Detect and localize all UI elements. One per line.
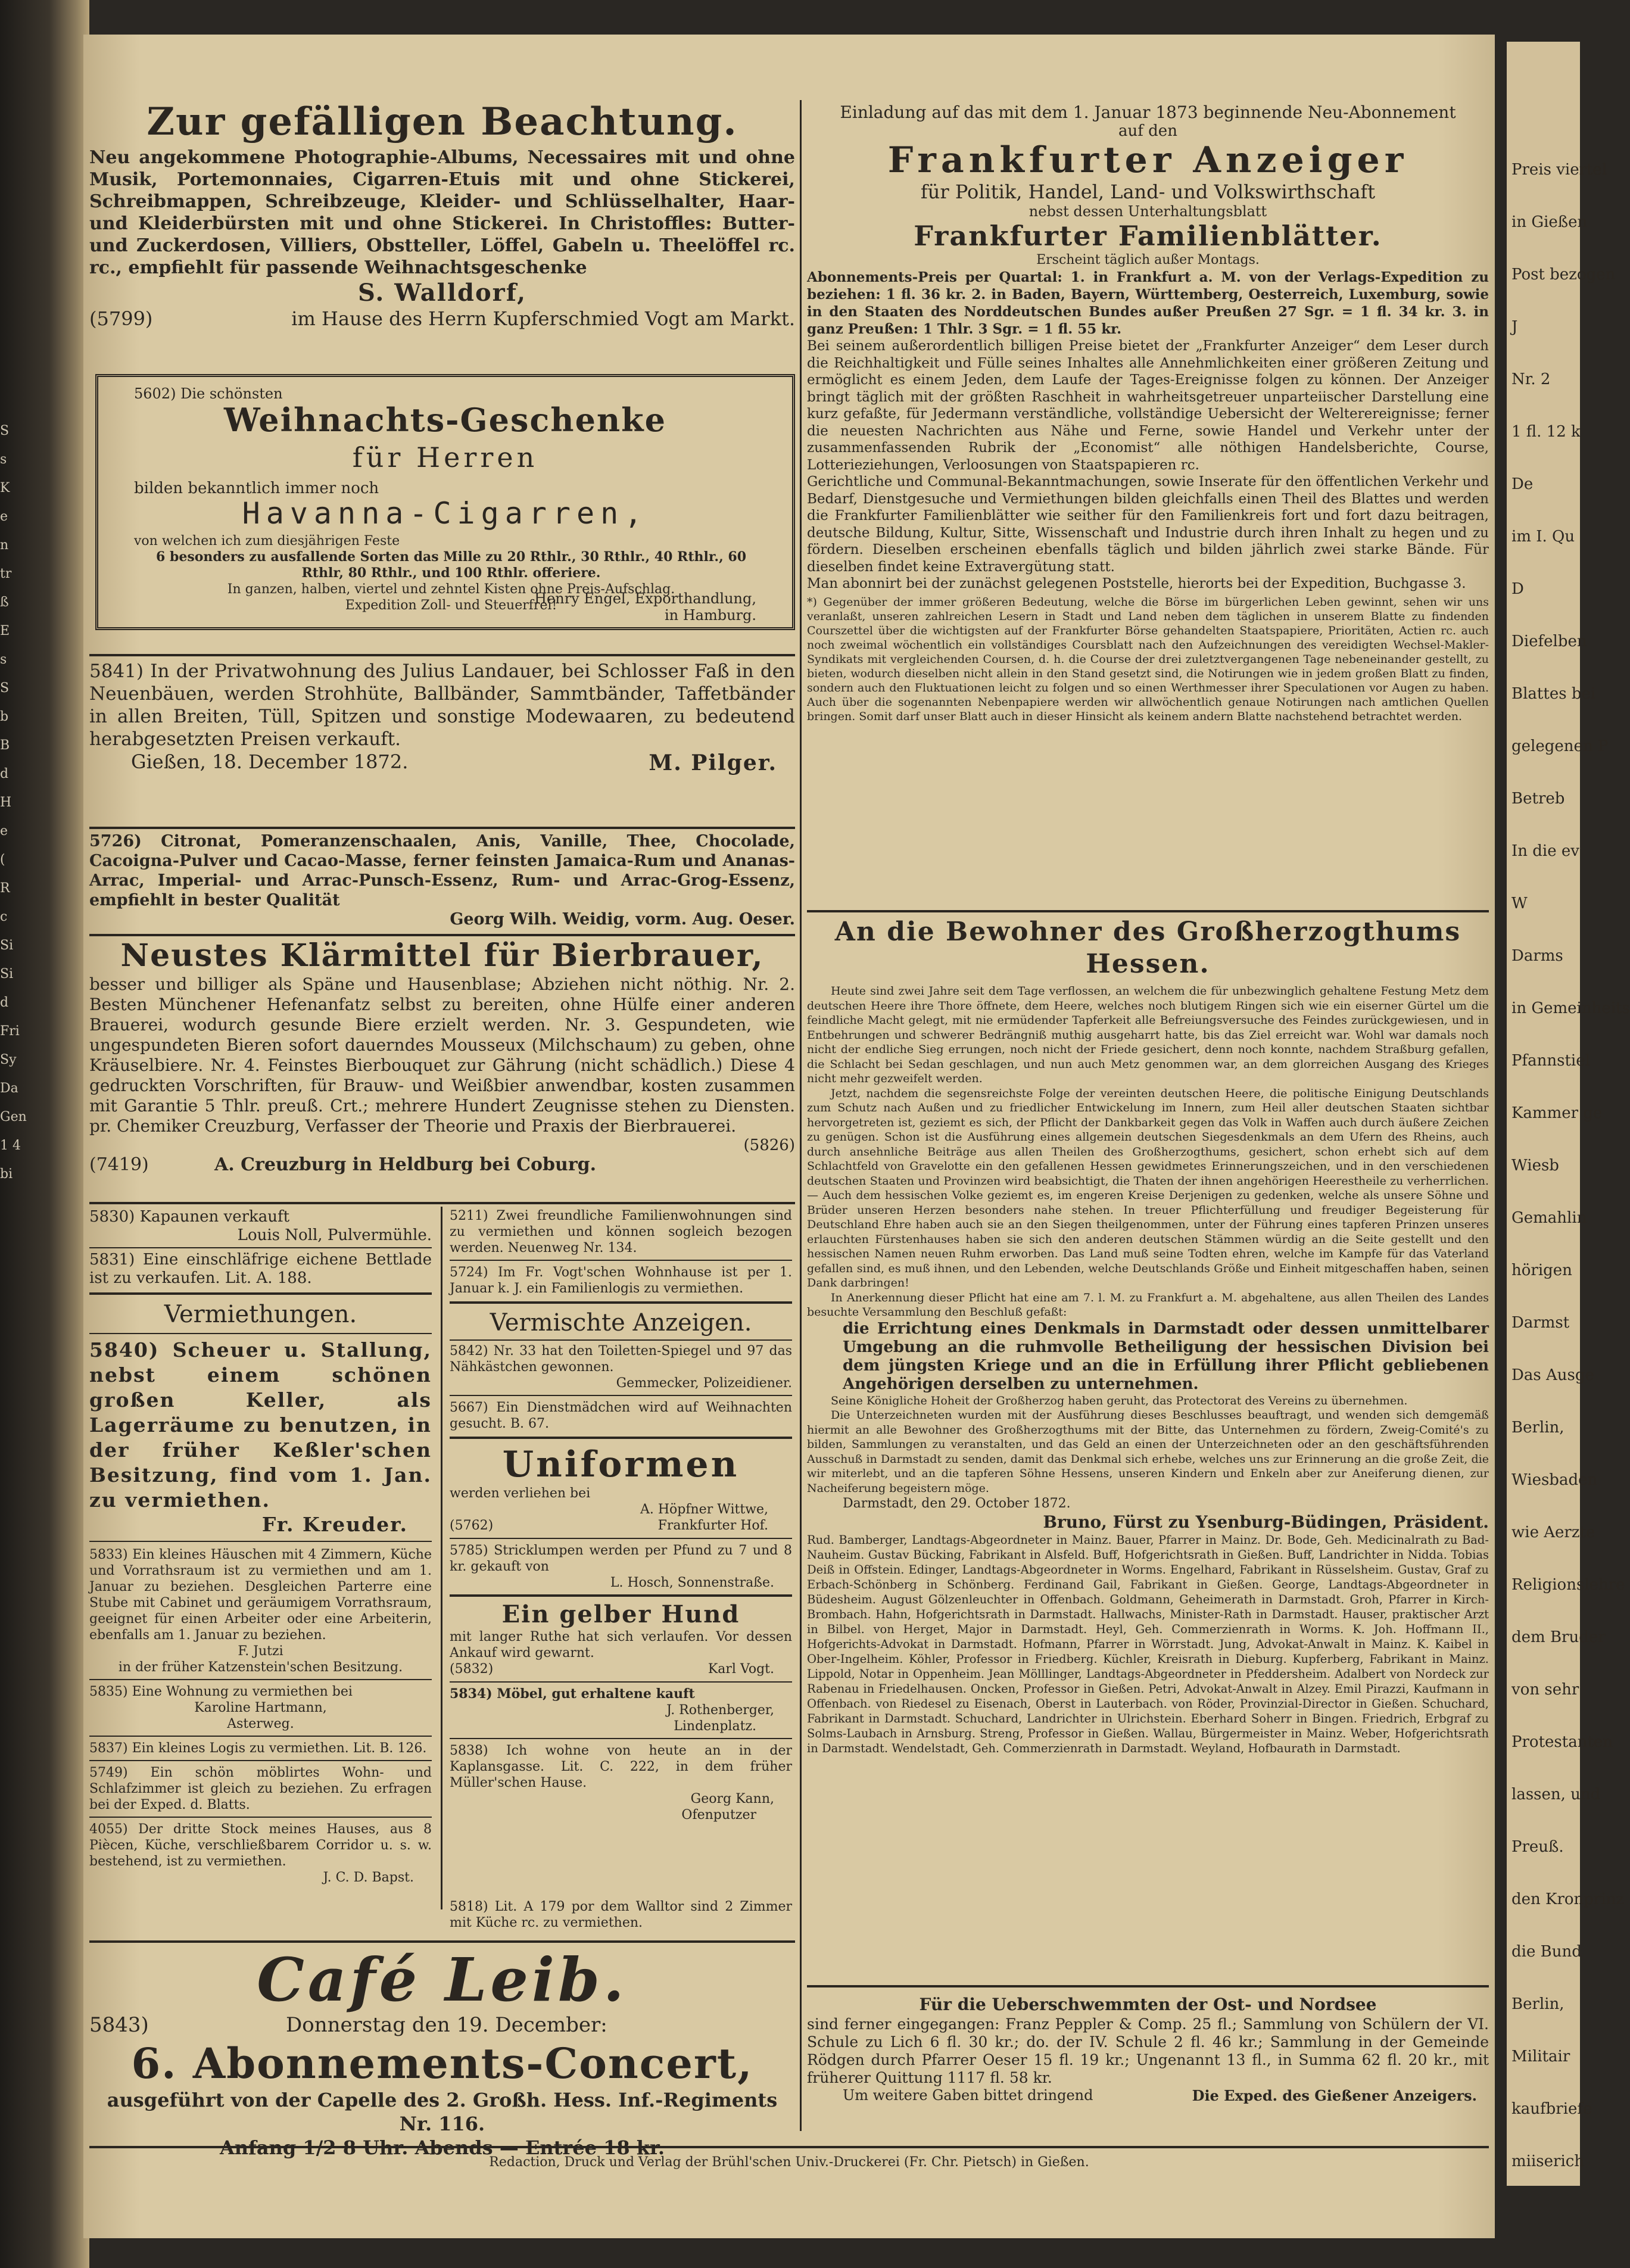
- ad-text: besser und billiger als Späne und Hausenblase; Abziehen nicht nöthig. Nr. 2. Besten Münchener Hefenanfatz selbst zu bereiten, ohne Hülfe einer anderen Brauerei, wodurch gesunde Biere erzielt werden. Nr. 3. Gespundeten, wie ungespundeten Bieren sofort dauerndes Mousseux (Milchschaum) zu geben, ohne Kräuselbiere. Nr. 4. Feinstes Bierbouquet zur Gährung (nicht schädlich.) Diese 4 gedruckten Vorschriften, für Brauw- und Weißbier anwendbar, kosten zusammen mit Garantie 5 Thlr. preuß. Crt.; mehrere Hundert Zeugnisse stehen zu Diensten. pr. Chemiker Creuzburg, Verfasser der Theorie und Praxis der Bierbrauerei.: [89, 974, 795, 1136]
- ad-time: Anfang 1/2 8 Uhr. Abends — Entrée 18 kr.: [219, 2136, 665, 2159]
- article-names: Rud. Bamberger, Landtags-Abgeordneter in Mainz. Bauer, Pfarrer in Mainz. Dr. Bode, Geh. Medicinalrath zu Bad-Nauheim. Gustav Bücking, Fabrikant in Alsfeld. Buff, Hofgerichtsrath in Gießen. Buff, Landrichter in Nidda. Tobias Deiß in Offstein. Edinger, Landtags-Abgeordneter in Worms. Engelhard, Fabrikant in Rüsselsheim. Gustav, Graf zu Erbach-Schönberg in Schönberg. Ferdinand Gail, Fabrikant in Gießen. George, Landtags-Abgeordneter in Büdesheim. August Gölzenleuchter in Offenbach. Goldmann, Geheimerath in Darmstadt. Groh, Pfarrer in Kirch-Brombach. Hahn, Hofgerichtsrath in Darmstadt. Hallwachs, Minister-Rath in Darmstadt. Hauser, praktischer Arzt in Bilbel. von Herget, Major in Darmstadt. Heyl, Geh. Commerzienrath in Worms. K. Joh. Hoffmann II., Hofgerichts-Advokat in Darmstadt. Hofmann, Pfarrer in Wörrstadt. Jung, Advokat-Anwalt in Mainz. K. Kaibel in Ober-Ingelheim. Köhler, Professor in Friedberg. Küchler, Kreisrath in Dieburg. Kupferberg, Fabrikant in Mainz. Lippold, Notar in Oppenheim. Jean Mölllinger, Landtags-Abgeordneter in Pfeddersheim. Adalbert von Nordeck zur Rabenau in Friedelhausen. Oncken, Professor in Gießen. Petri, Advokat-Anwalt in Alzey. Emil Pirazzi, Kaufmann in Offenbach. von Riedesel zu Eisenach, Oberst in Lauterbach. von Röder, Provinzial-Director in Gießen. Schuchard, Fabrikant in Darmstadt. Schuchard, Landrichter in Ulrichstein. Eberhard Soherr in Bingen. Friedrich, Erbgraf zu Solms-Laubach in Arnsburg. Streng, Professor in Gießen. Wallau, Bürgermeister in Mainz. Weber, Hofgerichtsrath in Darmstadt. Wendelstadt, Geh. Commerzienrath in Darmstadt. Weyland, Hofbaurath in Darmstadt.: [807, 1533, 1489, 1755]
- article-text: Heute sind zwei Jahre seit dem Tage verflossen, an welchem die für unbezwinglich gehaltene Festung Metz dem deutschen Heere ihre Thore öffnete, dem Heere, welches noch blutigem Ringen sich wie ein eiserner Gürtel um die feindliche Macht gelegt, mit nie ermüdender Tapferkeit alle Befreiungsversuche des Feindes zurückgewiesen, und in Entbehrungen und schwerer Bedrängniß muthig ausgeharrt hatte, bis das Ziel erreicht war. Wohl war damals noch nicht der endliche Sieg errungen, noch nicht der Friede gesichert, denn noch konnte, nachdem Straßburg gefallen, die Schlacht bei Sedan geschlagen, und nun auch Metz genommen war, an dem glorreichen Ausgang des Krieges nicht mehr gezweifelt werden.: [807, 985, 1489, 1085]
- next-page-fragment: Berlin,: [1511, 1419, 1564, 1437]
- next-page-fragment: gelegenen P: [1511, 737, 1609, 755]
- ad-text: von welchen ich zum diesjährigen Feste 6 besonders zu ausfallende Sorten das Mille zu 20 Rthlr., 30 Rthlr., 40 Rthlr., 60 Rthlr, 80 Rthlr., und 100 Rthlr. offeriere. In ganzen, halben, viertel und zehntel Kisten ohne Preis-Aufschlag. Expedition Zoll- und Steuerfrei!: [134, 534, 747, 613]
- next-page-fragment: W: [1511, 895, 1528, 912]
- rule: [807, 910, 1489, 912]
- small-ad: 5785) Stricklumpen werden per Pfund zu 7 und 8 kr. gekauft von: [450, 1543, 792, 1574]
- left-page-fragment: n: [0, 538, 9, 553]
- ad-title: Frankfurter Familienblätter.: [914, 220, 1382, 252]
- left-page-fragment: Gen: [0, 1110, 27, 1124]
- next-page-fragment: kaufbriefe: [1511, 2100, 1592, 2118]
- next-page-fragment: in Gießen: [1511, 213, 1588, 231]
- small-ad: 5818) Lit. A 179 por dem Walltor sind 2 Zimmer mit Küche rc. zu vermiethen.: [450, 1899, 792, 1930]
- ad-num: (5832): [450, 1662, 494, 1677]
- next-page-fragment: In die ev: [1511, 842, 1579, 860]
- left-page-fragment: ß: [0, 595, 9, 610]
- ad-line: auf den: [1118, 122, 1177, 140]
- left-page-fragment: (: [0, 852, 5, 867]
- ad-num: 5843): [89, 2013, 149, 2037]
- left-page-fragment: c: [0, 909, 8, 924]
- small-ad-sig: Georg Kann,: [690, 1792, 774, 1806]
- ad-num: (5762): [450, 1518, 494, 1533]
- next-page-fragment: J: [1511, 318, 1518, 336]
- small-ad: 5834) Möbel, gut erhaltene kauft: [450, 1686, 695, 1702]
- ad-sig: M. Pilger.: [649, 750, 777, 775]
- rule: [89, 654, 795, 656]
- next-page-fragment: De: [1511, 475, 1534, 493]
- ad-weidig: [89, 831, 795, 929]
- next-page-edge: [1507, 42, 1630, 2186]
- notice-flood: [807, 1994, 1489, 2106]
- ad-sig: Henry Engel, Exporthandlung, in Hamburg.: [534, 590, 756, 624]
- right-column: [807, 35, 1489, 2179]
- next-page-fragment: Religionslehre: [1511, 1576, 1625, 1594]
- left-page-fragment: bi: [0, 1167, 13, 1182]
- left-page-fragment: B: [0, 738, 10, 753]
- small-ad: mit langer Ruthe hat sich verlaufen. Vor dessen Ankauf wird gewarnt.: [450, 1630, 792, 1660]
- section-title: Vermiethungen.: [164, 1301, 357, 1328]
- ad-subtitle: für Politik, Handel, Land- und Volkswirthschaft: [920, 180, 1376, 203]
- ad-text: ausgeführt von der Capelle des 2. Großh. Hess. Inf.-Regiments Nr. 116.: [107, 2089, 778, 2135]
- article-text: Jetzt, nachdem die segensreichste Folge der vereinten deutschen Heere, die politische Einigung Deutschlands zum Schutz nach Außen und zu friedlicher Entwickelung im Innern, zum Heil aller deutschen Staaten sichtbar hervorgetreten ist, geziemt es sich, der Pflicht der Dankbarkeit gegen das Volk in Waffen auch durch äußere Zeichen zu genügen. Schon ist die Ausführung eines allgemein deutschen Siegesdenkmals an dem Ufern des Rheins, auch durch ansehnliche Beiträge aus allen Theilen des Großherzogthums, gesichert, schon erhebt sich auf dem Schlachtfeld von Gravelotte ein den gefallenen Hessen gewidmetes Erinnerungszeichen, und in den verschiedenen deutschen Staaten und Provinzen wird beabsichtigt, die Thaten der ihnen angehörigen Heerestheile zu verherrlichen. — Auch dem hessischen Volke geziemt es, im engeren Kreise Derjenigen zu gedenken, welche als unsere Söhne und Brüder unseren Herzen besonders nahe stehen. In treuer Pflichterfüllung und freudiger Begeisterung für Deutschland Ehre haben auch sie an den Siegen theilgenommen, unter der Führung eines tapferen Prinzen unseres erlauchten Fürstenhauses haben sie sich den anderen deutschen Stämmen würdig an die Seite gestellt und den hessischen Namen neuen Ruhm erworben. Das Land muß seine Todten ehren, welche im Kampfe für das Vaterland gefallen sind, es muß ihnen, und den Lebenden, welche Deutschlands Größe und Einheit mitgeschaffen haben, seinen Dank darbringen!: [807, 1086, 1489, 1289]
- small-ad-sig: F. Jutzi: [238, 1644, 283, 1659]
- left-page-fragment: Si: [0, 938, 14, 953]
- ad-title: Zur gefälligen Beachtung.: [147, 99, 738, 144]
- ad-sig: Fr. Kreuder.: [261, 1513, 408, 1536]
- next-page-fragment: miiserich: [1511, 2152, 1585, 2170]
- small-ad: 5842) Nr. 33 hat den Toiletten-Spiegel und 97 das Nähkästchen gewonnen.: [450, 1344, 792, 1375]
- next-page-fragment: wie Aerzte: [1511, 1524, 1595, 1541]
- next-page-fragment: Darms: [1511, 947, 1563, 965]
- small-ad: 5830) Kapaunen verkauft: [89, 1208, 290, 1226]
- next-page-fragment: Militair: [1511, 2048, 1570, 2066]
- notice-title: Für die Ueberschwemmten der Ost- und Nordsee: [919, 1995, 1377, 2014]
- ad-title: Uniformen: [502, 1444, 740, 1485]
- section-title: Vermischte Anzeigen.: [490, 1309, 752, 1336]
- ad-num: 5602) Die schönsten: [134, 385, 283, 402]
- small-ad: 4055) Der dritte Stock meines Hauses, aus 8 Piècen, Küche, verschließbarem Corridor u. s. w. bestehend, ist zu vermiethen.: [89, 1822, 432, 1869]
- small-ad-sig: A. Höpfner Wittwe,: [640, 1502, 768, 1517]
- ad-title: Weihnachts-Geschenke: [224, 401, 666, 439]
- left-page-fragment: e: [0, 509, 8, 524]
- ad-line: Erscheint täglich außer Montags.: [1036, 253, 1260, 267]
- next-page-fragment: Berlin,: [1511, 1995, 1564, 2013]
- ad-address: im Hause des Herrn Kupferschmied Vogt am Markt.: [291, 307, 795, 330]
- left-page-fragment: K: [0, 481, 10, 496]
- column-divider: [441, 1207, 442, 1909]
- left-page-edge: [0, 417, 27, 1189]
- small-ad: 5831) Eine einschläfrige eichene Bettlade ist zu verkaufen. Lit. A. 188.: [89, 1251, 432, 1287]
- small-ads-right: [450, 1208, 792, 1823]
- next-page-fragment: Darmst: [1511, 1314, 1570, 1332]
- next-page-fragment: die Bund: [1511, 1943, 1582, 1961]
- ad-text: 5841) In der Privatwohnung des Julius Landauer, bei Schlosser Faß in den Neuenbäuen, werden Strohhüte, Ballbänder, Sammtbänder, Taffetbänder in allen Breiten, Tüll, Spitzen und sonstige Modewaaren, zu bedeutend herabgesetzten Preisen verkauft.: [89, 661, 795, 750]
- ad-line: Einladung auf das mit dem 1. Januar 1873 beginnende Neu-Abonnement: [840, 102, 1456, 122]
- next-page-fragment: Post bezogen: [1511, 266, 1616, 284]
- left-page-fragment: d: [0, 767, 9, 781]
- ad-creuzburg: [89, 937, 795, 1176]
- left-page-fragment: 1 4: [0, 1138, 21, 1153]
- small-ad-sig: Louis Noll, Pulvermühle.: [237, 1226, 432, 1244]
- notice-line: Um weitere Gaben bittet dringend: [843, 2087, 1093, 2104]
- rule: [89, 827, 795, 829]
- article-hessen: [807, 916, 1489, 1756]
- ad-date: Gießen, 18. December 1872.: [131, 750, 409, 773]
- ad-cigars: Havanna-Cigarren,: [242, 496, 649, 531]
- left-page-fragment: Da: [0, 1081, 18, 1096]
- next-page-fragment: im I. Qu: [1511, 528, 1575, 546]
- small-ad-sig: J. C. D. Bapst.: [323, 1870, 414, 1885]
- ad-text: Bei seinem außerordentlich billigen Preise bietet der „Frankfurter Anzeiger“ dem Leser durch die Reichhaltigkeit und Fülle seines Inhaltes alle Annehmlichkeiten einer größeren Zeitung und ermöglicht es einem Jeden, dem Laufe der Tages-Ereignisse folgen zu können. Der Anzeiger bringt täglich mit der größten Raschheit in wahrheitsgetreuer unparteiischer Darstellung eine kurz gefaßte, für Jedermann verständliche, vollständige Uebersicht der Welterereignisse; ferner die neuesten Nachrichten aus Nähe und Ferne, sowie Handel und Verkehr unter der zusammenfassenden Rubrik der „Economist“ alle nöthigen Handelsberichte, Course, Lotterieziehungen, Verloosungen von Staatspapieren rc.: [807, 338, 1489, 473]
- next-page-fragment: in Gemeinheits: [1511, 999, 1630, 1017]
- ad-frankfurter-anzeiger: [807, 103, 1489, 724]
- small-ad-sig: in der früher Katzenstein'schen Besitzung.: [118, 1660, 403, 1675]
- next-page-fragment: Pfannstiel: [1511, 1052, 1590, 1070]
- small-ad-sig: Gemmecker, Polizeidiener.: [616, 1376, 792, 1391]
- next-page-fragment: Blattes bei: [1511, 685, 1596, 703]
- ad-text: Man abonnirt bei der zunächst gelegenen Poststelle, hierorts bei der Expedition, Buchgasse 3.: [807, 576, 1466, 591]
- rule: [89, 2146, 1489, 2148]
- rule: [89, 934, 795, 936]
- ad-text: Abonnements-Preis per Quartal: 1. in Frankfurt a. M. von der Verlags-Expedition zu beziehen: 1 fl. 36 kr. 2. in Baden, Bayern, Württemberg, Oesterreich, Luxemburg, sowie in den Staaten des Norddeutschen Bundes außer Preußen 27 Sgr. = 1 fl. 34 kr. 3. in ganz Preußen: 1 Thlr. 3 Sgr. = 1 fl. 55 kr.: [807, 269, 1489, 337]
- left-page-fragment: R: [0, 881, 10, 896]
- small-ad: werden verliehen bei: [450, 1486, 591, 1501]
- ad-subtitle: für Herren: [352, 441, 538, 473]
- ad-sig: S. Walldorf,: [357, 279, 527, 307]
- left-page-fragment: Fri: [0, 1024, 20, 1039]
- article-text: Die Unterzeichneten wurden mit der Ausführung dieses Beschlusses beauftragt, und wenden sich demgemäß hiermit an alle Bewohner des Großherzogthums mit der Bitte, das Unternehmen zu fördern, Zweig-Comité's zu bilden, Sammlungen zu veranstalten, und das Geld an einen der Unterzeichneten oder an den geschäftsführenden Ausschuß in Darmstadt zu senden, damit das Denkmal sich erhebe, welches uns zur Erinnerung an die große Zeit, die wir miterlebt, und an die tapferen Söhne Hessens, unseren Kindern und Enkeln aber zur Aneiferung dienen, zur Nacheiferung begeistern möge.: [807, 1409, 1489, 1495]
- small-ad: 5724) Im Fr. Vogt'schen Wohnhause ist per 1. Januar k. J. ein Familienlogis zu vermiethen.: [450, 1265, 792, 1296]
- rule: [89, 1202, 795, 1204]
- left-column: [89, 35, 795, 2179]
- small-ad: 5837) Ein kleines Logis zu vermiethen. Lit. B. 126.: [89, 1741, 427, 1756]
- ad-text: Gerichtliche und Communal-Bekanntmachungen, sowie Inserate für den öffentlichen Verkehr und Bedarf, Dienstgesuche und Vermiethungen bilden gleichfalls einen Theil des Blattes und werden die Frankfurter Familienblätter wie seither für den Familienkreis fort und fort dazu beitragen, deutsche Bildung, Kultur, Sitte, Wissenschaft und Industrie durch ihren Inhalt zu hegen und zu fördern. Dieselben erscheinen ebenfalls täglich und bilden jährlich zwei starke Bände. Für dieselben findet keine Extravergütung statt.: [807, 474, 1489, 575]
- imprint-footer: Redaction, Druck und Verlag der Brühl'schen Univ.-Druckerei (Fr. Chr. Pietsch) in Gießen.: [489, 2155, 1089, 2170]
- article-text: Seine Königliche Hoheit der Großherzog haben geruht, das Protectorat des Vereins zu übernehmen.: [831, 1394, 1408, 1407]
- small-ad-sig: Lindenplatz.: [674, 1719, 756, 1734]
- next-page-fragment: Preis viertel: [1511, 161, 1607, 179]
- small-ad-sig: Karl Vogt.: [708, 1662, 774, 1677]
- ad-subtitle: nebst dessen Unterhaltungsblatt: [1029, 203, 1267, 220]
- small-ad: 5667) Ein Dienstmädchen wird auf Weihnachten gesucht. B. 67.: [450, 1400, 792, 1431]
- article-date: Darmstadt, den 29. October 1872.: [843, 1496, 1071, 1511]
- ad-pilger: [89, 660, 795, 775]
- rule: [807, 1985, 1489, 1987]
- small-ad-sig: Frankfurter Hof.: [657, 1518, 768, 1533]
- ad-text: 5726) Citronat, Pomeranzenschaalen, Anis, Vanille, Thee, Chocolade, Cacoigna-Pulver und Cacao-Masse, ferner feinsten Jamaica-Rum und Ananas-Arrac, Imperial- und Arrac-Punsch-Essenz, Rum- und Arrac-Grog-Essenz, empfiehlt in bester Qualität: [89, 832, 795, 909]
- next-page-fragment: den Kronprinz: [1511, 1890, 1625, 1908]
- next-page-fragment: dem Bruder: [1511, 1628, 1606, 1646]
- left-page-fragment: E: [0, 624, 10, 638]
- left-page-fragment: s: [0, 652, 7, 667]
- left-page-fragment: S: [0, 681, 10, 696]
- next-page-fragment: Preuß.: [1511, 1838, 1564, 1856]
- ad-title: Café Leib.: [257, 1945, 628, 2015]
- next-page-fragment: Gemahlin: [1511, 1209, 1587, 1227]
- notice-sig: Die Exped. des Gießener Anzeigers.: [1192, 2087, 1477, 2104]
- ad-walldorf: [89, 100, 795, 331]
- article-text: die Errichtung eines Denkmals in Darmstadt oder dessen unmittelbarer Umgebung an die ruhmvolle Betheiligung der hessischen Division bei dem jüngsten Kriege und an die in Erfüllung ihrer Pflicht gebliebenen Angehörigen derselben zu unternehmen.: [843, 1319, 1489, 1393]
- small-ad-sig: Ofenputzer: [681, 1808, 756, 1822]
- ad-sig: Georg Wilh. Weidig, vorm. Aug. Oeser.: [450, 910, 795, 929]
- small-ad-sig: L. Hosch, Sonnenstraße.: [610, 1575, 774, 1590]
- ad-line: bilden bekanntlich immer noch: [134, 479, 379, 497]
- article-sig: Bruno, Fürst zu Ysenburg-Büdingen, Präsident.: [1043, 1512, 1489, 1532]
- ad-num: (5826): [743, 1136, 795, 1154]
- left-page-fragment: S: [0, 423, 10, 438]
- notice-text: sind ferner eingegangen: Franz Peppler & Comp. 25 fl.; Sammlung von Schülern der VI. Schule zu Lich 6 fl. 30 kr.; do. der IV. Schule 2 fl. 46 kr.; Sammlung in der Gemeinde Rödgen durch Pfarrer Oeser 15 fl. 19 kr.; Ungenannt 13 fl., in Summa 62 fl. 20 kr., mit früherer Quittung 1117 fl. 58 kr.: [807, 2015, 1489, 2086]
- ad-cafe-leib: [89, 1946, 795, 2160]
- small-ads-left: [89, 1208, 432, 1886]
- left-page-fragment: b: [0, 709, 9, 724]
- newspaper-page: [83, 35, 1495, 2238]
- column-divider: [800, 100, 802, 2131]
- small-ad: 5838) Ich wohne von heute an in der Kaplansgasse. Lit. C. 222, in dem früher Müller'schen Hause.: [450, 1743, 792, 1790]
- left-page-fragment: d: [0, 995, 9, 1010]
- ad-footnote: *) Gegenüber der immer größeren Bedeutung, welche die Börse im bürgerlichen Leben gewinnt, sehen wir uns veranlaßt, unseren zahlreichen Lesern in Stadt und Land neben dem täglichen in unserem Blatte zu findenden Courszettel über die wichtigsten auf der Frankfurter Börse gehandelten Staatspapiere, Prioritäten, Actien rc. auch noch zweimal wöchentlich ein vollständiges Coursblatt nach den Aufzeichnungen des vereidigten Wechsel-Makler-Syndikats mit vergleichenden Coursen, d. h. die Course der drei zuletztvergangenen Tage nebeneinander gestellt, zu bieten, wodurch dieselben nicht allein in den Stand gesetzt sind, die Notirungen wie in jedem großen Blatt zu finden, sondern auch den Fluktuationen leicht zu folgen und so einen Werthmesser ihrer Speculationen vor Augen zu haben. Auch über die sogenannten Nebenpapiere werden wir allwöchentlich genaue Notirungen nach amtlichen Quellen bringen. Somit darf unser Blatt auch in dieser Hinsicht als keinem andern Blatte nachstehend betrachtet werden.: [807, 595, 1489, 723]
- left-page-fragment: Si: [0, 967, 14, 982]
- next-page-fragment: D: [1511, 580, 1524, 598]
- next-page-fragment: Protestanten: [1511, 1733, 1613, 1751]
- next-page-fragment: Wiesbaden: [1511, 1471, 1598, 1489]
- next-page-fragment: Wiesb: [1511, 1157, 1559, 1174]
- ad-title: Ein gelber Hund: [501, 1600, 740, 1628]
- next-page-fragment: 1 fl. 12 k: [1511, 423, 1581, 441]
- left-page-fragment: Sy: [0, 1052, 17, 1067]
- ad-engel: [95, 374, 795, 630]
- ad-title: Neustes Klärmittel für Bierbrauer,: [120, 937, 764, 974]
- ad-kreuder: 5840) Scheuer u. Stallung, nebst einem schönen großen Keller, als Lagerräume zu benutzen, in der früher Keßler'schen Besitzung, find vom 1. Jan. zu vermiethen.: [89, 1338, 432, 1512]
- next-page-fragment: hörigen: [1511, 1261, 1572, 1279]
- small-ad-sig: Karoline Hartmann,: [194, 1700, 327, 1715]
- next-page-fragment: Das Ausge: [1511, 1366, 1594, 1384]
- next-page-fragment: Nr. 2: [1511, 370, 1551, 388]
- left-page-fragment: H: [0, 795, 12, 810]
- small-ad: 5835) Eine Wohnung zu vermiethen bei: [89, 1684, 353, 1699]
- left-page-fragment: tr: [0, 566, 12, 581]
- ad-title: Frankfurter Anzeiger: [887, 139, 1408, 181]
- ad-date: Donnerstag den 19. December:: [286, 2013, 607, 2037]
- small-ad-sig: Asterweg.: [227, 1716, 294, 1731]
- next-page-fragment: von sehr: [1511, 1681, 1579, 1699]
- ad-text: Neu angekommene Photographie-Albums, Necessaires mit und ohne Musik, Portemonnaies, Cigarren-Etuis mit und ohne Stickerei, Schreibmappen, Schreibzeuge, Kleider- und Schlüsselhalter, Haar- und Kleiderbürsten mit und ohne Stickerei. In Christoffles: Butter- und Zuckerdosen, Villiers, Obstteller, Löffel, Gabeln u. Theelöffel rc. rc., empfiehlt für passende Weihnachtsgeschenke: [89, 147, 795, 278]
- article-title: An die Bewohner des Großherzogthums Hessen.: [834, 917, 1461, 979]
- left-page-fragment: s: [0, 452, 7, 467]
- small-ad: 5833) Ein kleines Häuschen mit 4 Zimmern, Küche und Vorrathsraum ist zu vermiethen und am 1. Januar zu beziehen. Desgleichen Parterre eine Stube mit Cabinet und geräumigem Vorrathsraum, geeignet für einen Arbeiter oder eine Arbeiterin, ebenfalls am 1. Januar zu beziehen.: [89, 1547, 432, 1643]
- rule: [89, 1940, 795, 1943]
- small-ad: 5749) Ein schön möblirtes Wohn- und Schlafzimmer ist gleich zu beziehen. Zu erfragen bei der Exped. d. Blatts.: [89, 1765, 432, 1812]
- ad-concert: 6. Abonnements-Concert,: [131, 2039, 753, 2088]
- next-page-fragment: lassen, und: [1511, 1786, 1601, 1803]
- article-text: In Anerkennung dieser Pflicht hat eine am 7. l. M. zu Frankfurt a. M. abgehaltene, aus allen Theilen des Landes besuchte Versammlung den Beschluß gefaßt:: [807, 1291, 1489, 1319]
- next-page-fragment: Betreb: [1511, 790, 1565, 808]
- left-page-fragment: e: [0, 824, 8, 839]
- ad-sig: A. Creuzburg in Heldburg bei Coburg.: [214, 1154, 597, 1175]
- small-ad-sig: J. Rothenberger,: [666, 1703, 774, 1718]
- next-page-fragment: Diefelben: [1511, 633, 1587, 650]
- ad-num: (7419): [89, 1154, 149, 1175]
- small-ad: 5211) Zwei freundliche Familienwohnungen sind zu vermiethen und können sogleich bezogen werden. Neuenweg Nr. 134.: [450, 1208, 792, 1256]
- ad-num: (5799): [89, 307, 153, 330]
- next-page-fragment: Kammer ge: [1511, 1104, 1603, 1122]
